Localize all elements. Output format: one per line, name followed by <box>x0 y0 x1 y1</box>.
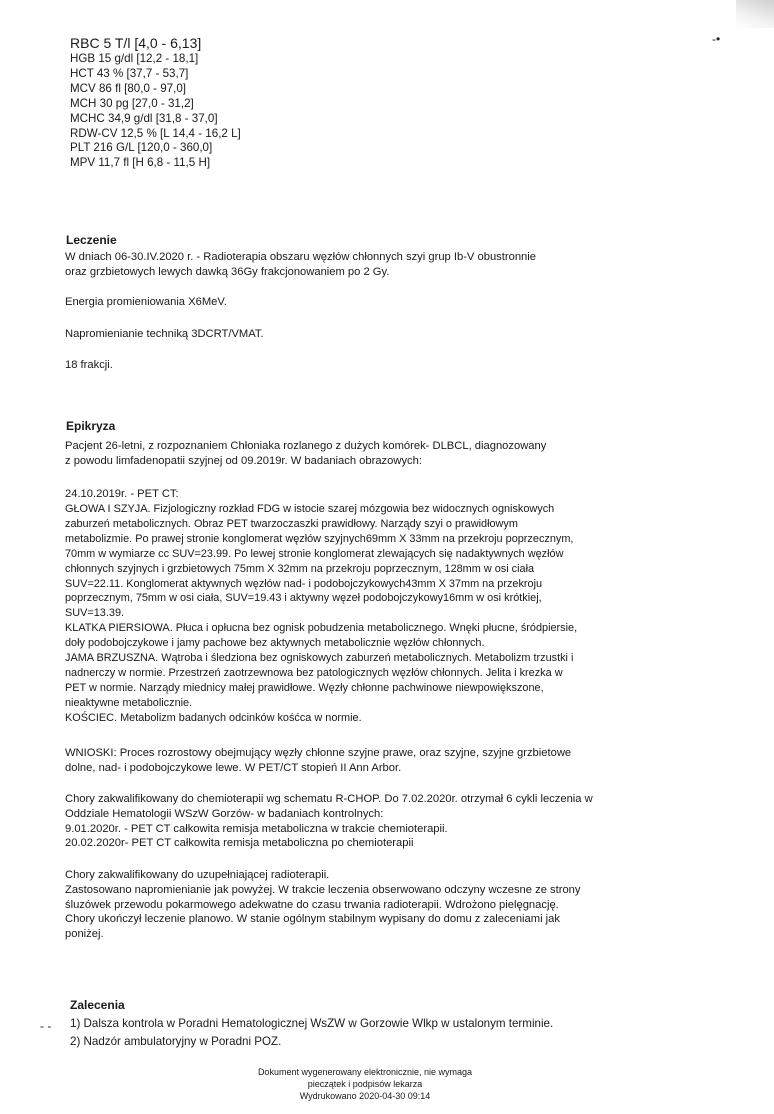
text-line: poprzecznym, 75mm w osi ciała, SUV=19.43 i aktywny węzeł podobojczykowy16mm w osi krótkiej, <box>65 592 542 605</box>
energia-line: Energia promieniowania X6MeV. <box>65 296 227 308</box>
text-line: chłonnych szyjnych i grzbietowych 75mm X 32mm na przekroju poprzecznym, 128mm w osi ciała <box>65 562 535 575</box>
lab-result-hct: HCT 43 % [37,7 - 53,7] <box>70 66 189 80</box>
text-line: z powodu limfadenopatii szyjnej od 09.2019r. W badaniach obrazowych: <box>65 454 422 467</box>
text-line: 70mm w wymiarze cc SUV=23.99. Po lewej stronie konglomerat zlewających się nadaktywnych węzłów <box>65 547 564 560</box>
document-footer <box>230 1066 500 1102</box>
text-line: dolne, nad- i podobojczykowe lewe. W PET/CT stopień II Ann Arbor. <box>65 761 402 774</box>
text-line: JAMA BRZUSZNA. Wątroba i śledziona bez ogniskowych zaburzeń metabolicznych. Metabolizm trzustki i <box>65 652 574 665</box>
scan-shadow <box>736 0 774 28</box>
frakcje-line: 18 frakcji. <box>65 359 113 371</box>
lab-result-mch: MCH 30 pg [27,0 - 31,2] <box>70 96 194 110</box>
list-item: 2) Nadzór ambulatoryjny w Poradni POZ. <box>70 1035 282 1048</box>
text-line: Chory zakwalifikowany do chemioterapii wg schematu R-CHOP. Do 7.02.2020r. otrzymał 6 cykli leczenia w <box>65 793 593 805</box>
footer-line: pieczątek i podpisów lekarza <box>307 1079 423 1089</box>
lab-result-mchc: MCHC 34,9 g/dl [31,8 - 37,0] <box>70 111 218 125</box>
text-line: GŁOWA I SZYJA. Fizjologiczny rozkład FDG w istocie szarej mózgowia bez widocznych ogniskowych <box>65 503 555 515</box>
lab-result-rdw: RDW-CV 12,5 % [L 14,4 - 16,2 L] <box>70 126 241 140</box>
text-line: KOŚCIEC. Metabolizm badanych odcinków kośćca w normie. <box>65 711 362 724</box>
pet-ct-report <box>65 502 685 726</box>
text-line: W dniach 06-30.IV.2020 r. - Radioterapia obszaru węzłów chłonnych szyi grup Ib-V obustronnie <box>65 251 536 263</box>
text-line: metabolizmie. Po prawej stronie konglomerat węzłów szyjnych69mm X 33mm na przekroju poprzecznym, <box>65 532 574 545</box>
scan-mark: -• <box>712 32 721 46</box>
text-line: SUV=22.11. Konglomerat aktywnych węzłów nad- i podobojczykowych43mm X 37mm na przekroju <box>65 577 543 590</box>
scan-mark: - - <box>40 1019 52 1033</box>
lab-result-mpv: MPV 11,7 fl [H 6,8 - 11,5 H] <box>70 156 211 170</box>
chemioterapia-paragraph <box>65 792 685 851</box>
section-heading-zalecenia: Zalecenia <box>70 998 125 1012</box>
text-line: doły podobojczykowe i jamy pachowe bez aktywnych metabolicznie węzłów chłonnych. <box>65 637 485 650</box>
section-heading-epikryza: Epikryza <box>66 419 116 433</box>
text-line: KLATKA PIERSIOWA. Płuca i opłucna bez ognisk pobudzenia metabolicznego. Wnęki płucne, śródpiersie, <box>65 622 578 635</box>
list-item: 1) Dalsza kontrola w Poradni Hematologicznej WsZW w Gorzowie Wlkp w ustalonym terminie. <box>70 1017 554 1030</box>
zalecenia-list <box>70 1015 690 1051</box>
radioterapia-paragraph <box>65 868 685 942</box>
leczenie-paragraph <box>65 250 685 280</box>
technika-line: Napromienianie techniką 3DCRT/VMAT. <box>65 328 264 340</box>
section-heading-leczenie: Leczenie <box>66 233 117 247</box>
text-line: PET w normie. Narządy miednicy małej prawidłowe. Węzły chłonne pachwinowe niewpowiększone, <box>65 681 544 694</box>
wnioski-paragraph <box>65 746 685 776</box>
lab-result-plt: PLT 216 G/L [120,0 - 360,0] <box>70 141 213 155</box>
text-line: SUV=13.39. <box>65 607 125 620</box>
lab-results <box>70 34 450 171</box>
footer-line: Wydrukowano 2020-04-30 09:14 <box>299 1091 431 1101</box>
text-line: 20.02.2020r- PET CT całkowita remisja metaboliczna po chemioterapii <box>65 837 414 850</box>
lab-result-rbc: RBC 5 T/l [4,0 - 6,13] <box>70 35 202 51</box>
lab-result-mcv: MCV 86 fl [80,0 - 97,0] <box>70 81 186 95</box>
text-line: nieaktywne metabolicznie. <box>65 696 193 709</box>
text-line: nadnerczy w normie. Przestrzeń zaotrzewnowa bez patologicznych węzłów chłonnych. Jelita i krezka w <box>65 666 563 679</box>
text-line: Oddziale Hematologii WSzW Gorzów- w badaniach kontrolnych: <box>65 807 384 820</box>
text-line: zaburzeń metabolicznych. Obraz PET twarzoczaszki prawidłowy. Narządy szyi o prawidłowym <box>65 517 518 530</box>
text-line: poniżej. <box>65 928 104 941</box>
text-line: śluzówek przewodu pokarmowego adekwatne do czasu trwania radioterapii. Wdrożono pielęgnację. <box>65 898 559 911</box>
text-line: oraz grzbietowych lewych dawką 36Gy frakcjonowaniem po 2 Gy. <box>65 265 390 278</box>
lab-result-hgb: HGB 15 g/dl [12,2 - 18,1] <box>70 52 199 65</box>
pet-date: 24.10.2019r. - PET CT: <box>65 488 179 500</box>
text-line: Zastosowano napromienianie jak powyżej. W trakcie leczenia obserwowano odczyny wczesne ze strony <box>65 883 581 896</box>
footer-line: Dokument wygenerowany elektronicznie, nie wymaga <box>257 1067 473 1077</box>
epikryza-intro <box>65 439 685 469</box>
text-line: 9.01.2020r. - PET CT całkowita remisja metaboliczna w trakcie chemioterapii. <box>65 822 448 835</box>
text-line: Chory zakwalifikowany do uzupełniającej radioterapii. <box>65 869 330 881</box>
text-line: Pacjent 26-letni, z rozpoznaniem Chłoniaka rozlanego z dużych komórek- DLBCL, diagnozowany <box>65 440 547 452</box>
text-line: Chory ukończył leczenie planowo. W stanie ogólnym stabilnym wypisany do domu z zaleceniami jak <box>65 913 560 926</box>
text-line: WNIOSKI: Proces rozrostowy obejmujący węzły chłonne szyjne prawe, oraz szyjne, szyjne grzbietowe <box>65 747 572 759</box>
